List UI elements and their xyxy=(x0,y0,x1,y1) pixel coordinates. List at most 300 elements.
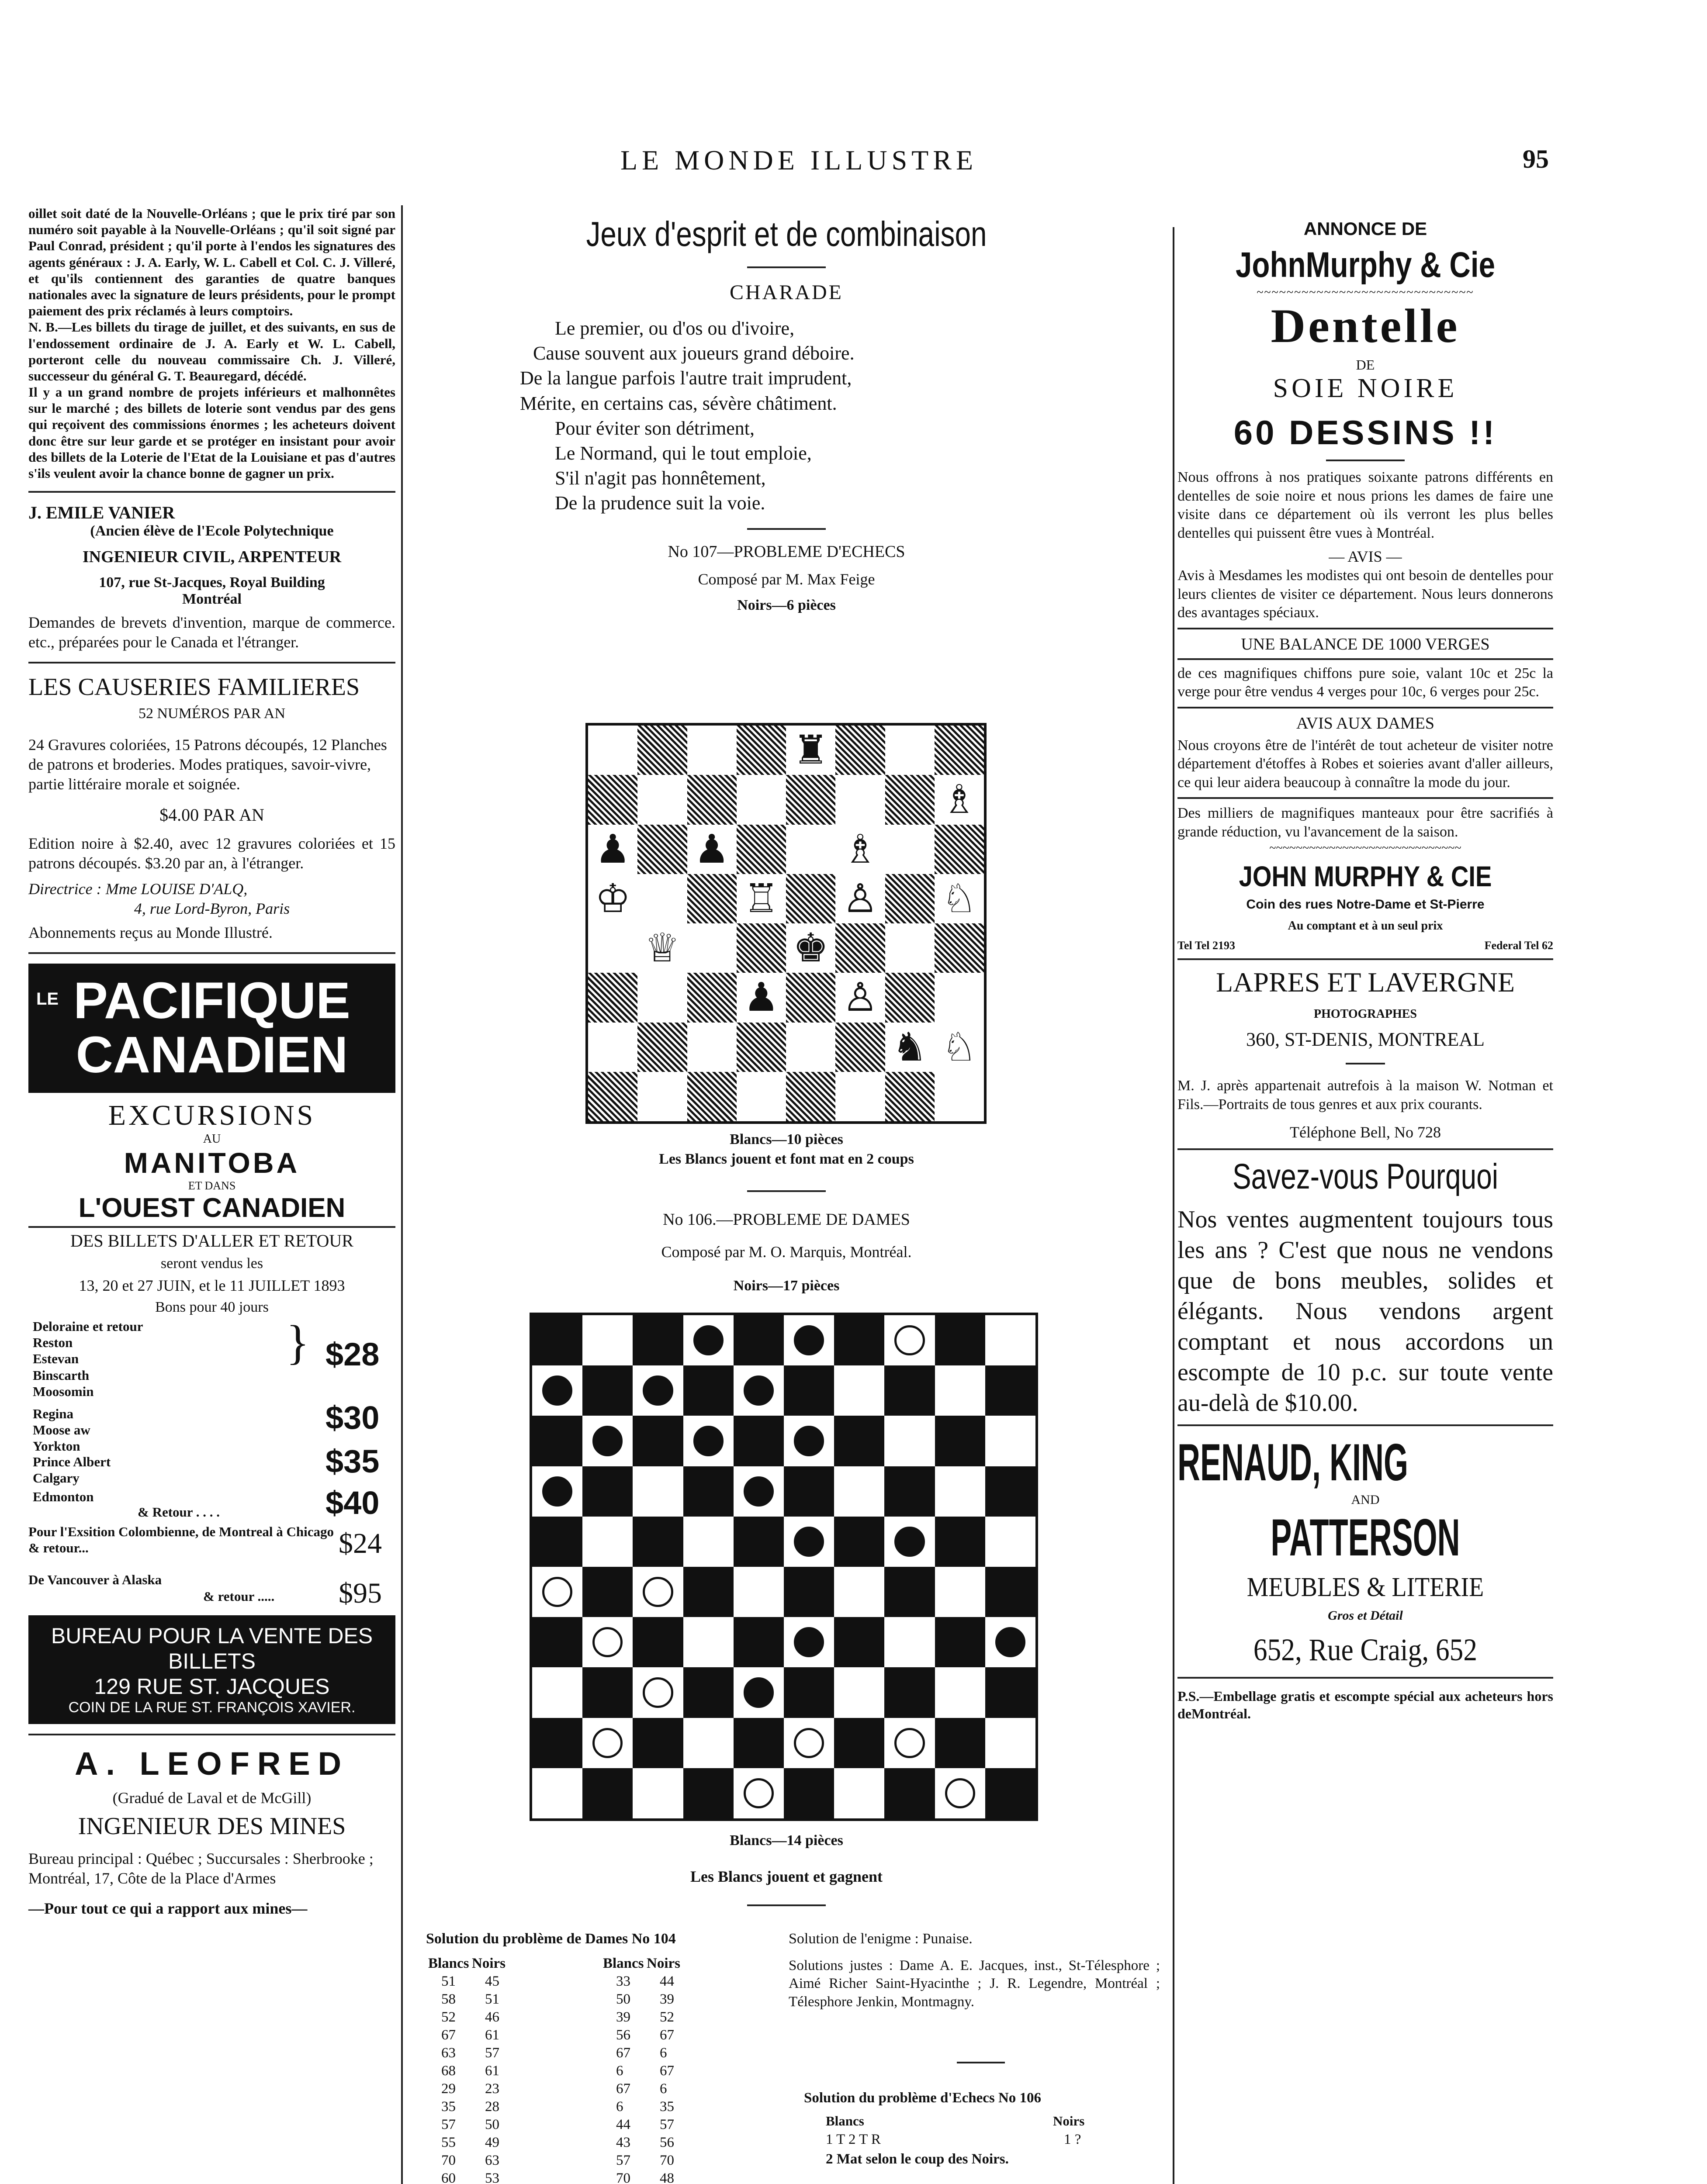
gros-label: Gros et Détail xyxy=(1328,1608,1403,1623)
solution-row xyxy=(428,2116,778,2134)
wavy-divider: ~~~~~~~~~~~~~~~~~~~~~~~~~~~~~ xyxy=(1257,286,1474,299)
checkers-square xyxy=(884,1617,935,1667)
offer-text: Nous offrons à nos pratiques soixante patrons différents en dentelles de soie noire et nous prions les dames de faire une visite dans ce département où ils verront les plus belles dentelles qui puissent être vues à Montréal. xyxy=(1177,469,1553,541)
divider xyxy=(1177,658,1553,660)
causeries-title: LES CAUSERIES FAMILIERES xyxy=(28,674,360,701)
fare-dest: Estevan xyxy=(33,1351,79,1367)
chess-square xyxy=(935,923,984,973)
solution-cell: 56 xyxy=(660,2135,674,2150)
checkers-square xyxy=(935,1466,985,1517)
chess-black-count: Noirs—6 pièces xyxy=(737,597,836,613)
checkers-square xyxy=(532,1718,582,1768)
solution-cell: Noirs xyxy=(647,1956,680,1971)
chess-piece: ♙ xyxy=(835,874,885,923)
checkers-square xyxy=(532,1768,582,1818)
chess-square xyxy=(885,775,935,824)
divider xyxy=(747,1904,826,1906)
wavy-divider: ~~~~~~~~~~~~~~~~~~~~~~~~~~~~~ xyxy=(1269,841,1461,855)
solution-cell: 29 xyxy=(441,2081,456,2097)
chess-square xyxy=(786,825,835,874)
checkers-square xyxy=(985,1365,1035,1416)
chess-square xyxy=(786,1023,835,1072)
balance-text: de ces magnifiques chiffons pure soie, valant 10c et 25c la verge pour être vendus 4 verges pour 10c, 6 verges pour 25c. xyxy=(1177,665,1553,700)
center-column xyxy=(411,205,1162,614)
checkers-square xyxy=(884,1768,935,1818)
lapres-heading: LAPRES ET LAVERGNE xyxy=(1216,967,1515,998)
lapres-address: 360, ST-DENIS, MONTREAL xyxy=(1246,1029,1485,1050)
solution-cell: 67 xyxy=(616,2081,630,2097)
chess-square xyxy=(637,874,687,923)
chess-title: No 107—PROBLEME D'ECHECS xyxy=(668,542,905,561)
annonce-label: ANNONCE DE xyxy=(1303,218,1427,239)
checkers-board xyxy=(530,1313,1038,1821)
checkers-square xyxy=(532,1517,582,1567)
lottery-text: oillet soit daté de la Nouvelle-Orléans ; que le prix tiré par son numéro soit payable à la Nouvelle-Orléans ; qu'il soit signé par Paul Conrad, président ; qu'il porte à l'endos les signatures des agents généraux : J. A. Early, W. L. Cabell et Col. C. J. Villeré, et qu'ils contiennent des garanties de quatre banques nationales avec la signature de leurs présidents, pour le prompt paiement des prix réclamés à leurs comptoirs. xyxy=(28,206,395,319)
chess-square xyxy=(737,1072,786,1121)
chess-square xyxy=(687,923,737,973)
murphy-tel-bell: Tel Tel 2193 xyxy=(1177,939,1235,952)
chess-square xyxy=(588,973,637,1022)
pacific-line1: PACIFIQUE xyxy=(73,972,350,1030)
left-column xyxy=(28,205,395,1918)
murphy-tel-federal: Federal Tel 62 xyxy=(1484,939,1553,952)
solution-cell: 50 xyxy=(485,2117,499,2132)
fare-dest: Deloraine et retour xyxy=(33,1318,143,1334)
chess-square xyxy=(786,874,835,923)
chess-square xyxy=(737,1023,786,1072)
fare-dest: Yorkton xyxy=(33,1438,80,1454)
chess-square xyxy=(588,1072,637,1121)
bureau-line2: 129 RUE ST. JACQUES xyxy=(94,1674,330,1699)
fare-price: $28 xyxy=(325,1336,380,1372)
causeries-subscriptions: Abonnements reçus au Monde Illustré. xyxy=(28,924,273,942)
checkers-square xyxy=(532,1315,582,1365)
solution-cell: 33 xyxy=(616,1973,630,1989)
vanier-desc: Demandes de brevets d'invention, marque de commerce. etc., préparées pour le Canada et l'étranger. xyxy=(28,614,395,651)
checkers-square xyxy=(935,1567,985,1617)
solution-cell: 39 xyxy=(616,2009,630,2025)
solution-cell: 35 xyxy=(441,2099,456,2115)
divider xyxy=(28,1226,395,1228)
divider xyxy=(28,662,395,663)
avis-dames-text: Nous croyons être de l'intérêt de tout acheteur de visiter notre département d'étoffes à Robes et soieries avant d'aller ailleurs, ce qui leur aidera beaucoup à connaître la mode du jour. xyxy=(1177,737,1553,791)
solution-cell: 6 xyxy=(616,2099,623,2115)
chess-square xyxy=(637,775,687,824)
checkers-square xyxy=(532,1667,582,1717)
checkers-square xyxy=(633,1718,683,1768)
chess-piece: ♕ xyxy=(637,923,687,973)
solution-cell: 49 xyxy=(485,2135,499,2150)
checkers-square xyxy=(683,1567,734,1617)
bureau-line1: BUREAU POUR LA VENTE DES BILLETS xyxy=(51,1623,373,1673)
solution-row xyxy=(428,2080,778,2098)
solution-cell: 53 xyxy=(485,2170,499,2184)
chess-square xyxy=(935,1072,984,1121)
pacific-sold: seront vendus les xyxy=(160,1255,263,1272)
checkers-square xyxy=(834,1617,884,1667)
fare-dest: Edmonton xyxy=(33,1489,94,1504)
chess-square xyxy=(835,1023,885,1072)
checkers-square xyxy=(734,1617,784,1667)
white-checker xyxy=(643,1577,673,1607)
checkers-square xyxy=(683,1718,734,1768)
checkers-square xyxy=(834,1718,884,1768)
black-checker xyxy=(592,1426,623,1456)
murphy-phones xyxy=(1177,939,1553,952)
checkers-square xyxy=(884,1466,935,1517)
solution-row xyxy=(428,2170,778,2184)
causeries-price: $4.00 PAR AN xyxy=(159,805,264,825)
chess-square xyxy=(588,775,637,824)
chess-square xyxy=(935,973,984,1022)
solution-row xyxy=(428,2062,778,2080)
black-checker xyxy=(542,1375,572,1406)
causeries-director: Directrice : Mme LOUISE D'ALQ, xyxy=(28,880,248,898)
chess-square xyxy=(885,1072,935,1121)
checkers-square xyxy=(884,1365,935,1416)
checkers-square xyxy=(734,1517,784,1567)
running-title: LE MONDE ILLUSTRE xyxy=(620,145,978,176)
bureau-banner xyxy=(28,1615,395,1724)
solution-cell: 70 xyxy=(616,2170,630,2184)
fare-dest: Prince Albert xyxy=(33,1454,111,1469)
leofred-role: INGENIEUR DES MINES xyxy=(78,1812,346,1840)
vanier-address: 107, rue St-Jacques, Royal Building xyxy=(99,574,325,591)
fare-dest: Reston xyxy=(33,1335,73,1351)
checkers-square xyxy=(985,1768,1035,1818)
checkers-square xyxy=(683,1517,734,1567)
white-checker xyxy=(542,1577,572,1607)
dames-author: Composé par M. O. Marquis, Montréal. xyxy=(661,1243,912,1261)
chess-square xyxy=(786,775,835,824)
chess-square xyxy=(687,973,737,1022)
checkers-square xyxy=(935,1667,985,1717)
chess-square xyxy=(885,923,935,973)
soie-heading: SOIE NOIRE xyxy=(1273,373,1458,403)
checkers-square xyxy=(683,1365,734,1416)
chess-piece: ♘ xyxy=(935,1023,984,1072)
checkers-square xyxy=(582,1517,633,1567)
causeries-director-address: 4, rue Lord-Byron, Paris xyxy=(134,900,290,918)
dames-goal: Les Blancs jouent et gagnent xyxy=(690,1868,883,1885)
causeries-desc: 24 Gravures coloriées, 15 Patrons découpés, 12 Planches de patrons et broderies. Modes pratiques, savoir-vivre, partie littéraire morale et soignée. xyxy=(28,736,387,793)
pacific-ad xyxy=(28,964,395,1724)
chess-square xyxy=(885,726,935,775)
chess-square xyxy=(737,775,786,824)
solution-cell: 70 xyxy=(441,2153,456,2168)
lapres-text: M. J. après appartenait autrefois à la maison W. Notman et Fils.—Portraits de tous genres et aux prix courants. xyxy=(1177,1078,1553,1113)
chess-piece: ♟ xyxy=(687,825,737,874)
pacific-line2: CANADIEN xyxy=(76,1026,348,1084)
chess-square xyxy=(835,923,885,973)
black-checker xyxy=(744,1375,774,1406)
solution-cell: 51 xyxy=(485,1991,499,2007)
checkers-square xyxy=(582,1315,633,1365)
chess-square xyxy=(637,1023,687,1072)
chess-goal: Les Blancs jouent et font mat en 2 coups xyxy=(659,1151,914,1167)
charade-title: CHARADE xyxy=(729,281,843,304)
solution-cell: 68 xyxy=(441,2063,456,2079)
solution-cell: 52 xyxy=(441,2009,456,2025)
chess-piece: ♗ xyxy=(835,825,885,874)
fares-table xyxy=(28,1315,395,1521)
lapres-tel: Téléphone Bell, No 728 xyxy=(1290,1123,1441,1141)
fare-price: $35 xyxy=(325,1443,380,1479)
fare-expo xyxy=(28,1519,395,1567)
solution-cell: 50 xyxy=(616,1991,630,2007)
chess-square xyxy=(687,726,737,775)
solution-cell: 67 xyxy=(441,2027,456,2043)
checkers-square xyxy=(784,1768,834,1818)
murphy-comptant: Au comptant et à un seul prix xyxy=(1288,919,1443,933)
pacific-valid: Bons pour 40 jours xyxy=(155,1299,269,1315)
black-checker xyxy=(794,1527,824,1557)
pacific-et-dans: ET DANS xyxy=(188,1179,236,1192)
solution-cell: 61 xyxy=(485,2063,499,2079)
solution-cell: 63 xyxy=(485,2153,499,2168)
right-column xyxy=(1177,205,1553,1722)
ouest-heading: L'OUEST CANADIEN xyxy=(78,1192,346,1223)
black-checker xyxy=(894,1527,924,1557)
fare-price: $24 xyxy=(339,1527,382,1559)
chess-square xyxy=(786,1072,835,1121)
black-checker xyxy=(542,1476,572,1507)
checkers-square xyxy=(683,1768,734,1818)
solution-cell: 56 xyxy=(616,2027,630,2043)
solution-cell: 52 xyxy=(660,2009,674,2025)
chess-square xyxy=(588,1023,637,1072)
chess-piece: ♟ xyxy=(588,825,637,874)
chess-square xyxy=(687,1072,737,1121)
solution-cell: Blancs xyxy=(428,1956,469,1971)
fare-dest: Binscarth xyxy=(33,1367,90,1383)
solution-cell: 23 xyxy=(485,2081,499,2097)
white-checker xyxy=(945,1778,975,1808)
checkers-square xyxy=(683,1617,734,1667)
pacific-le: LE xyxy=(36,989,59,1009)
chess-piece: ♖ xyxy=(737,874,786,923)
checkers-square xyxy=(985,1718,1035,1768)
solution-cell: 6 xyxy=(660,2045,667,2061)
divider xyxy=(1177,958,1553,960)
charade-line: Mérite, en certains cas, sévère châtiment. xyxy=(520,392,837,414)
leofred-name: A. LEOFRED xyxy=(74,1745,350,1782)
causeries-ad xyxy=(28,673,395,943)
chess-square xyxy=(687,874,737,923)
divider xyxy=(747,1190,826,1192)
sol-dames-table xyxy=(428,1955,778,2184)
chess-square xyxy=(786,973,835,1022)
checkers-square xyxy=(582,1365,633,1416)
solution-cell: 35 xyxy=(660,2099,674,2115)
checkers-square xyxy=(834,1768,884,1818)
chess-square xyxy=(835,726,885,775)
leofred-bureau: Bureau principal : Québec ; Succursales : Sherbrooke ; Montréal, 17, Côte de la Place d'Armes xyxy=(28,1849,374,1887)
vanier-city: Montréal xyxy=(182,591,242,608)
brace: } xyxy=(286,1315,309,1369)
solution-cell: 60 xyxy=(441,2170,456,2184)
solution-cell: 48 xyxy=(660,2170,674,2184)
divider xyxy=(1177,1148,1553,1150)
fare-dest: Moose aw xyxy=(33,1422,90,1438)
checkers-square xyxy=(834,1517,884,1567)
fare-dest: Moosomin xyxy=(33,1383,94,1399)
divider xyxy=(1177,707,1553,708)
white-checker xyxy=(744,1778,774,1808)
charade-line: Le premier, ou d'os ou d'ivoire, xyxy=(555,318,795,339)
leofred-grad: (Gradué de Laval et de McGill) xyxy=(112,1789,312,1807)
black-checker xyxy=(693,1426,724,1456)
checkers-square xyxy=(834,1667,884,1717)
charade-line: De la prudence suit la voie. xyxy=(555,492,765,514)
chess-square xyxy=(687,775,737,824)
divider xyxy=(28,1734,395,1735)
manitoba-heading: MANITOBA xyxy=(124,1146,300,1179)
divider xyxy=(747,266,826,268)
chess-author: Composé par M. Max Feige xyxy=(698,570,875,588)
sol-chess-header: Blancs xyxy=(826,2113,864,2129)
sol-chess-header: Noirs xyxy=(1053,2113,1085,2129)
checkers-square xyxy=(633,1768,683,1818)
white-checker xyxy=(592,1728,623,1758)
white-checker xyxy=(794,1728,824,1758)
checkers-square xyxy=(834,1567,884,1617)
checkers-square xyxy=(985,1315,1035,1365)
checkers-square xyxy=(985,1416,1035,1466)
fare-group-3 xyxy=(33,1454,111,1486)
checkers-square xyxy=(985,1466,1035,1517)
divider xyxy=(957,2062,1005,2063)
divider xyxy=(1177,1424,1553,1426)
charade-line: De la langue parfois l'autre trait imprudent, xyxy=(520,367,852,389)
solution-cell: 67 xyxy=(616,2045,630,2061)
white-checker xyxy=(643,1677,673,1707)
checkers-square xyxy=(884,1667,935,1717)
and-label: AND xyxy=(1351,1493,1380,1507)
checkers-square xyxy=(935,1315,985,1365)
chess-square xyxy=(935,825,984,874)
pacific-tickets: DES BILLETS D'ALLER ET RETOUR xyxy=(70,1230,353,1251)
chess-square xyxy=(737,923,786,973)
enigme-credits: Solutions justes : Dame A. E. Jacques, inst., St-Télesphore ; Aimé Richer Saint-Hyacinthe ; J. R. Legendre, Montréal ; Télesphore Jenkin, Montmagny. xyxy=(789,1958,1160,2010)
chess-piece: ♟ xyxy=(737,973,786,1022)
murphy-coin: Coin des rues Notre-Dame et St-Pierre xyxy=(1246,897,1485,912)
chess-square xyxy=(637,973,687,1022)
chess-square xyxy=(637,726,687,775)
checkers-square xyxy=(683,1466,734,1517)
fare-alaska-sub: & retour ..... xyxy=(203,1588,275,1604)
checkers-square xyxy=(734,1416,784,1466)
column-rule-left xyxy=(401,205,403,2184)
solution-row xyxy=(428,2044,778,2062)
solution-cell: 57 xyxy=(441,2117,456,2132)
solution-cell: 63 xyxy=(441,2045,456,2061)
checkers-square xyxy=(784,1667,834,1717)
chess-square xyxy=(885,874,935,923)
chess-square xyxy=(835,1072,885,1121)
chess-piece: ♘ xyxy=(935,874,984,923)
patterson-heading: PATTERSON xyxy=(1271,1508,1460,1567)
checkers-square xyxy=(935,1365,985,1416)
sol-chess-move: 1 ? xyxy=(1064,2132,1081,2147)
divider xyxy=(28,952,395,954)
chess-square xyxy=(687,1023,737,1072)
lottery-nb: N. B.—Les billets du tirage de juillet, et des suivants, en sus de l'endossement ordinaire de J. A. Early et W. L. Cabell, porteront celle du nouveau commissaire Ch. J. Villeré, successeur du général G. T. Beauregard, décédé. xyxy=(28,319,395,384)
solution-cell: 44 xyxy=(660,1973,674,1989)
chess-board xyxy=(585,723,987,1124)
checkers-square xyxy=(582,1768,633,1818)
divider xyxy=(747,528,826,530)
bureau-line3: COIN DE LA RUE ST. FRANÇOIS XAVIER. xyxy=(68,1699,356,1716)
checkers-square xyxy=(935,1416,985,1466)
chess-piece: ♗ xyxy=(935,775,984,824)
solution-cell: 6 xyxy=(616,2063,623,2079)
black-checker xyxy=(794,1426,824,1456)
chess-piece: ♔ xyxy=(588,874,637,923)
charade-poem xyxy=(411,316,1162,516)
chess-piece: ♜ xyxy=(786,726,835,775)
black-checker xyxy=(995,1627,1025,1657)
checkers-square xyxy=(633,1517,683,1567)
black-checker xyxy=(794,1627,824,1657)
checkers-square xyxy=(582,1466,633,1517)
solution-row xyxy=(428,2008,778,2026)
divider xyxy=(28,491,395,493)
leofred-ad xyxy=(28,1745,395,1918)
charade-line: Pour éviter son détriment, xyxy=(555,417,755,439)
charade-line: S'il n'agit pas honnêtement, xyxy=(555,467,766,489)
sol-chess-move: 1 T 2 T R xyxy=(826,2132,881,2147)
chess-square xyxy=(935,726,984,775)
checkers-square xyxy=(582,1667,633,1717)
checkers-square xyxy=(633,1416,683,1466)
checkers-square xyxy=(532,1416,582,1466)
checkers-square xyxy=(784,1567,834,1617)
dames-black-count: Noirs—17 pièces xyxy=(733,1278,840,1294)
solution-cell: 67 xyxy=(660,2063,674,2079)
enigme-solution: Solution de l'enigme : Punaise. xyxy=(789,1931,973,1947)
page-number: 95 xyxy=(1523,145,1549,173)
black-checker xyxy=(744,1677,774,1707)
avis-text: Avis à Mesdames les modistes qui ont besoin de dentelles pour leurs clientes de visiter ce département. Nous leurs donnerons des avantages spéciaux. xyxy=(1177,567,1553,621)
solution-cell: 51 xyxy=(441,1973,456,1989)
solution-cell: 39 xyxy=(660,1991,674,2007)
solution-cell: 57 xyxy=(485,2045,499,2061)
chess-piece: ♙ xyxy=(835,973,885,1022)
fare-dest-sub: & Retour . . . . xyxy=(138,1504,220,1520)
solution-cell: 43 xyxy=(616,2135,630,2150)
dames-title: No 106.—PROBLEME DE DAMES xyxy=(663,1210,910,1229)
causeries-issues: 52 NUMÉROS PAR AN xyxy=(138,705,285,722)
checkers-square xyxy=(834,1466,884,1517)
fare-price: $40 xyxy=(325,1484,380,1521)
solution-row xyxy=(428,2134,778,2152)
solution-row xyxy=(428,1990,778,2008)
solution-row xyxy=(428,1973,778,1990)
page-header xyxy=(0,144,1707,188)
divider xyxy=(1177,628,1553,629)
pacific-au: AU xyxy=(203,1132,221,1146)
checkers-square xyxy=(784,1365,834,1416)
photographes-label: PHOTOGRAPHES xyxy=(1314,1007,1417,1021)
checkers-square xyxy=(734,1718,784,1768)
checkers-square xyxy=(834,1315,884,1365)
fare-dest: Regina xyxy=(33,1406,73,1421)
chess-square xyxy=(737,726,786,775)
solution-cell: Blancs xyxy=(603,1956,644,1971)
checkers-square xyxy=(784,1466,834,1517)
manteaux-text: Des milliers de magnifiques manteaux pour être sacrifiés à grande réduction, vu l'avancement de la saison. xyxy=(1177,805,1553,840)
